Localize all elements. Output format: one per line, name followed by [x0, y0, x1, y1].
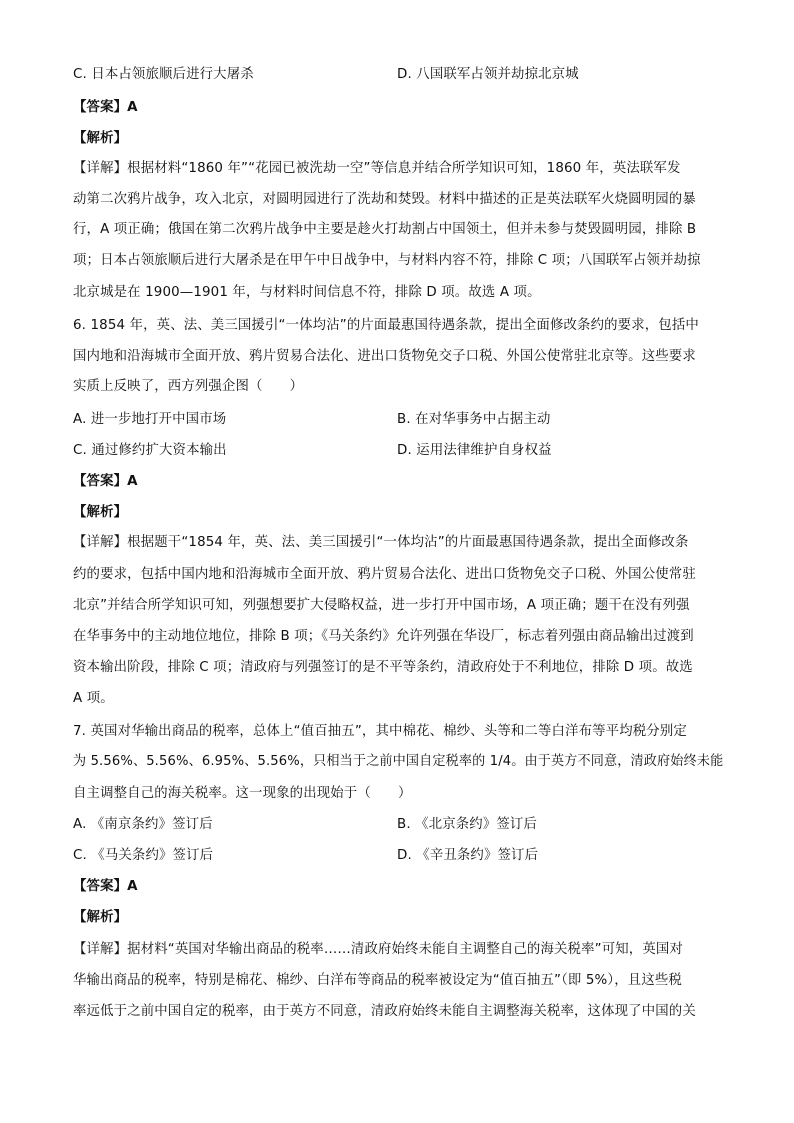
analysis-label: 【解析】 [73, 131, 128, 146]
question-6-stem: 6. 1854 年，英、法、美三国援引“一体均沾”的片面最惠国待遇条款，提出全面修改条约的要求，包括中 [73, 318, 699, 333]
q6-option-a: A. 进一步地打开中国市场 [73, 412, 227, 427]
detail-line: 北京城是在 1900—1901 年，与材料时间信息不符，排除 D 项。故选 A 项。 [73, 285, 541, 300]
question-7-stem: 自主调整自己的海关税率。这一现象的出现始于（ ） [73, 786, 412, 801]
q7-detail-line: 【详解】据材料“英国对华输出商品的税率……清政府始终未能自主调整自己的海关税率”可知，英国对 [73, 942, 683, 957]
q6-answer-label: 【答案】A [73, 474, 138, 489]
q7-option-b: B. 《北京条约》签订后 [397, 817, 538, 832]
q6-detail-line: 资本输出阶段，排除 C 项；清政府与列强签订的是不平等条约，清政府处于不利地位，排除 D 项。故选 [73, 660, 693, 675]
q6-analysis-label: 【解析】 [73, 505, 128, 520]
q6-option-c: C. 通过修约扩大资本输出 [73, 443, 227, 458]
q7-option-a: A. 《南京条约》签订后 [73, 817, 213, 832]
q6-detail-line: 北京”并结合所学知识可知，列强想要扩大侵略权益，进一步打开中国市场，A 项正确；题干在没有列强 [73, 598, 690, 613]
q6-option-b: B. 在对华事务中占据主动 [397, 412, 551, 427]
q6-detail-line: A 项。 [73, 691, 114, 706]
q6-detail-line: 约的要求，包括中国内地和沿海城市全面开放、鸦片贸易合法化、进出口货物免交子口税、外国公使常驻 [73, 567, 696, 582]
detail-line: 动第二次鸦片战争，攻入北京，对圆明园进行了洗劫和焚毁。材料中描述的正是英法联军火烧圆明园的暴 [73, 192, 696, 207]
option-c: C. 日本占领旅顺后进行大屠杀 [73, 67, 254, 82]
q7-analysis-label: 【解析】 [73, 910, 128, 925]
detail-line: 行，A 项正确；俄国在第二次鸦片战争中主要是趁火打劫割占中国领土，但并未参与焚毁圆明园，排除 B [73, 222, 697, 237]
q6-detail-line: 【详解】根据题干“1854 年，英、法、美三国援引“一体均沾”的片面最惠国待遇条款，提出全面修改条 [73, 535, 689, 550]
q7-option-c: C. 《马关条约》签订后 [73, 848, 214, 863]
question-7-stem: 为 5.56%、5.56%、6.95%、5.56%，只相当于之前中国自定税率的 1/4。由于英方不同意，清政府始终未能 [73, 754, 724, 769]
q7-detail-line: 华输出商品的税率，特别是棉花、棉纱、白洋布等商品的税率被设定为“值百抽五”（即 5%），且这些税 [73, 973, 682, 988]
q7-detail-line: 率远低于之前中国自定的税率，由于英方不同意，清政府始终未能自主调整海关税率，这体现了中国的关 [73, 1004, 696, 1019]
q7-answer-label: 【答案】A [73, 879, 138, 894]
q7-option-d: D. 《辛丑条约》签订后 [397, 848, 539, 863]
option-d: D. 八国联军占领并劫掠北京城 [397, 67, 579, 82]
q6-detail-line: 在华事务中的主动地位地位，排除 B 项；《马关条约》允许列强在华设厂，标志着列强由商品输出过渡到 [73, 629, 694, 644]
answer-label: 【答案】A [73, 100, 138, 115]
question-6-stem: 国内地和沿海城市全面开放、鸦片贸易合法化、进出口货物免交子口税、外国公使常驻北京等。这些要求 [73, 349, 696, 364]
detail-line: 【详解】根据材料“1860 年”“花园已被洗劫一空”等信息并结合所学知识可知，1860 年，英法联军发 [73, 161, 681, 176]
question-7-stem: 7. 英国对华输出商品的税率，总体上“值百抽五”，其中棉花、棉纱、头等和二等白洋布等平均税分别定 [73, 724, 687, 739]
question-6-stem: 实质上反映了，西方列强企图（ ） [73, 379, 304, 394]
q6-option-d: D. 运用法律维护自身权益 [397, 443, 552, 458]
detail-line: 项；日本占领旅顺后进行大屠杀是在甲午中日战争中，与材料内容不符，排除 C 项；八国联军占领并劫掠 [73, 253, 701, 268]
